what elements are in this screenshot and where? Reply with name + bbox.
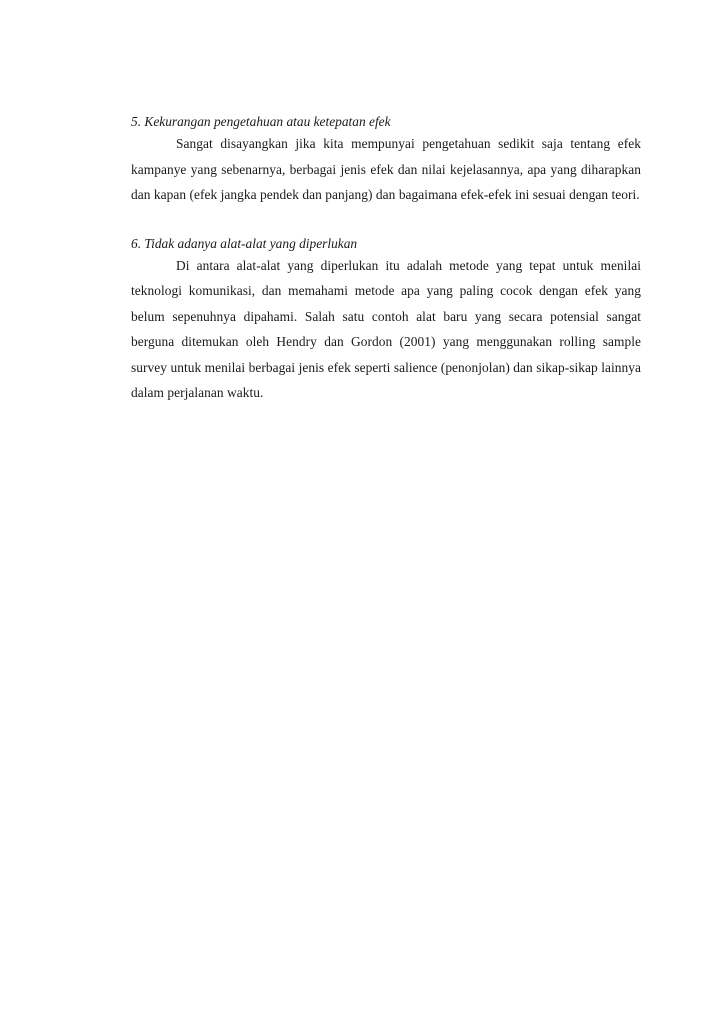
section-paragraph: Sangat disayangkan jika kita mempunyai pengetahuan sedikit saja tentang efek kampanye yang sebenarnya, berbagai jenis efek dan nilai kejelasannya, apa yang diharapkan dan kapan (efek jangka pendek dan panjang) dan bagaimana efek-efek ini sesuai dengan teori. — [131, 136, 641, 202]
section-5 — [131, 112, 641, 208]
section-heading: 5. Kekurangan pengetahuan atau ketepatan efek — [131, 114, 391, 129]
section-paragraph: Di antara alat-alat yang diperlukan itu adalah metode yang tepat untuk menilai teknologi komunikasi, dan memahami metode apa yang paling cocok dengan efek yang belum sepenuhnya dipahami. Salah satu contoh alat baru yang secara potensial sangat berguna ditemukan oleh Hendry dan Gordon (2001) yang menggunakan rolling sample survey untuk menilai berbagai jenis efek seperti salience (penonjolan) dan sikap-sikap lainnya dalam perjalanan waktu. — [131, 257, 641, 400]
section-6 — [131, 234, 641, 406]
section-heading: 6. Tidak adanya alat-alat yang diperlukan — [131, 235, 358, 251]
document-page — [131, 112, 641, 406]
